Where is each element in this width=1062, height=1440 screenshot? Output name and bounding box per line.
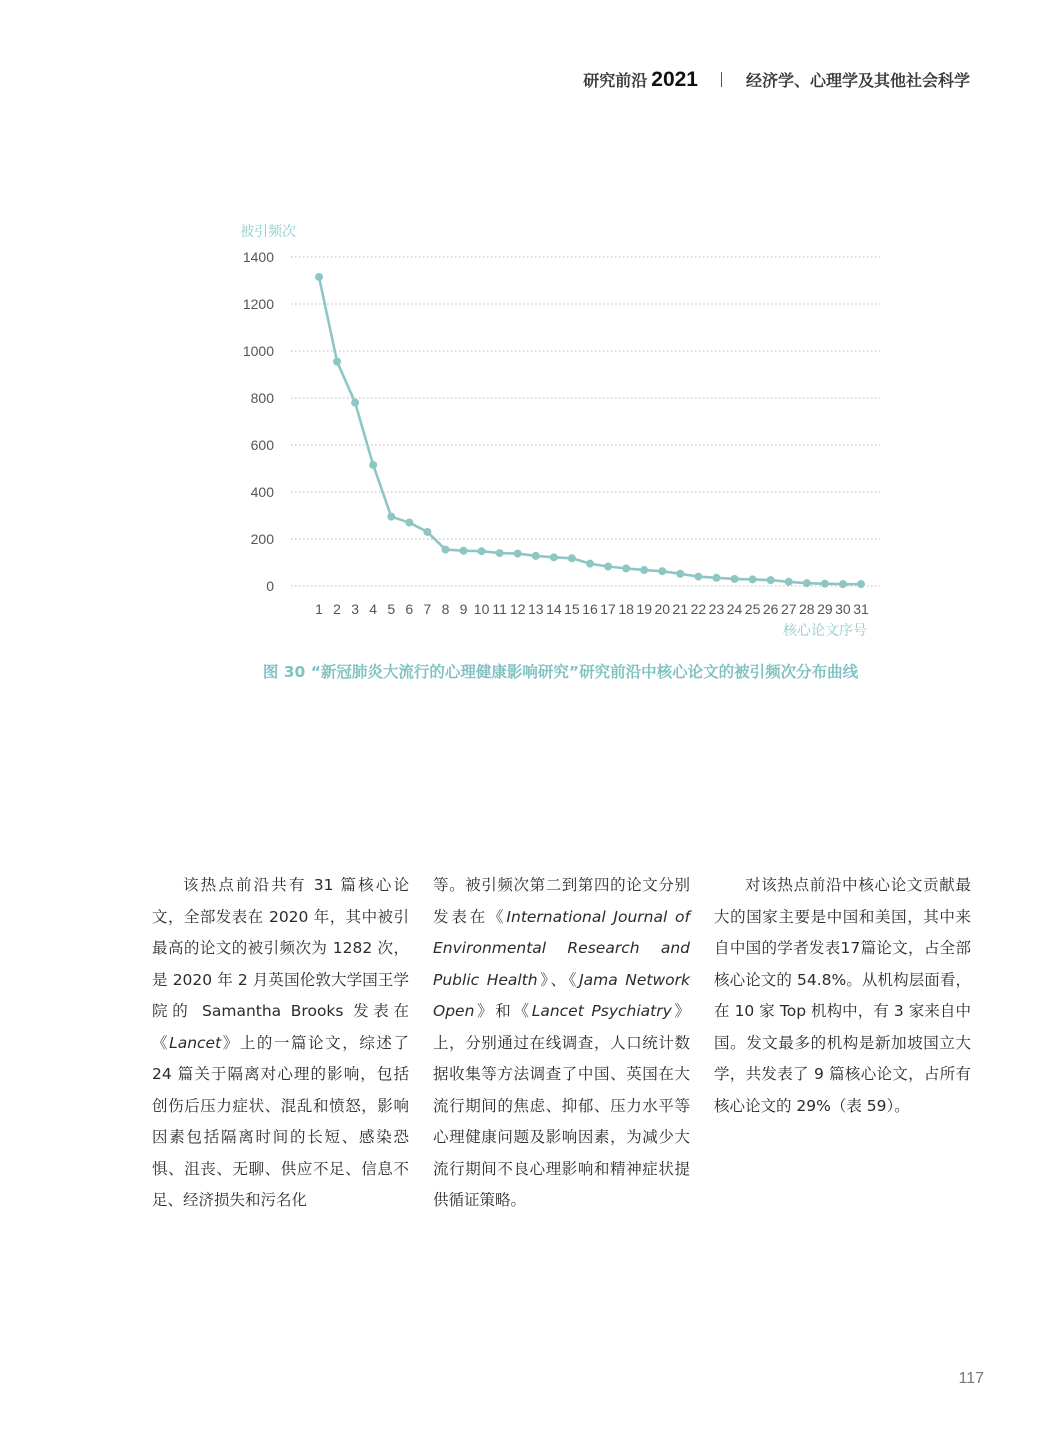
- x-tick-label: 9: [459, 601, 468, 617]
- chart-gridlines: [291, 257, 880, 586]
- y-tick-label: 800: [250, 390, 274, 406]
- data-point: [532, 552, 540, 560]
- x-tick-label: 31: [853, 601, 869, 617]
- data-point: [514, 550, 522, 558]
- x-tick-label: 7: [423, 601, 432, 617]
- paragraph-2-text-c: 》和《: [474, 1002, 532, 1020]
- y-axis-ticks: [243, 249, 274, 594]
- data-point: [731, 575, 739, 583]
- data-point: [676, 570, 684, 578]
- y-tick-label: 400: [250, 484, 274, 500]
- header-divider: [721, 72, 722, 87]
- data-point: [423, 528, 431, 536]
- data-point: [496, 549, 504, 557]
- data-point: [351, 399, 359, 407]
- x-tick-label: 26: [762, 601, 779, 617]
- data-point: [550, 553, 558, 561]
- citation-distribution-chart: [0, 210, 1062, 650]
- data-point: [604, 562, 612, 570]
- x-tick-label: 10: [473, 601, 490, 617]
- text-column-3: [714, 870, 971, 1122]
- data-point: [333, 358, 341, 366]
- x-tick-label: 30: [835, 601, 851, 617]
- journal-name-ijerph: International Journal of Environmental Research and Public Health: [433, 907, 690, 989]
- y-tick-label: 600: [250, 437, 274, 453]
- data-point: [749, 575, 757, 583]
- x-tick-label: 25: [744, 601, 761, 617]
- x-tick-label: 8: [441, 601, 450, 617]
- paragraph-3: 对该热点前沿中核心论文贡献最大的国家主要是中国和美国，其中来自中国的学者发表17篇论文，占全部核心论文的 54.8%。从机构层面看，在 10 家 Top 机构中，有 3 家来自中国。发文最多的机构是新加坡国立大学，共发表了 9 篇核心论文，占所有核心论文的 29%（表 59）。: [714, 876, 971, 1115]
- data-point: [712, 574, 720, 582]
- figure-caption: 图 30 “新冠肺炎大流行的心理健康影响研究”研究前沿中核心论文的被引频次分布曲线: [262, 663, 859, 681]
- data-point: [369, 461, 377, 469]
- y-tick-label: 0: [266, 578, 274, 594]
- data-point: [640, 566, 648, 574]
- x-tick-label: 18: [618, 601, 634, 617]
- x-tick-label: 24: [726, 601, 743, 617]
- y-axis-label: 被引频次: [240, 224, 296, 240]
- section-title: 经济学、心理学及其他社会科学: [745, 70, 970, 90]
- x-axis-label: 核心论文序号: [783, 623, 867, 639]
- chart-series: [315, 273, 865, 588]
- x-tick-label: 11: [492, 601, 507, 617]
- data-point: [839, 580, 847, 588]
- data-point: [568, 554, 576, 562]
- data-point: [387, 513, 395, 521]
- x-tick-label: 15: [564, 601, 580, 617]
- text-column-1: [152, 870, 409, 1217]
- x-tick-label: 29: [817, 601, 833, 617]
- paragraph-1-text-b: 》上的一篇论文，综述了 24 篇关于隔离对心理的影响，包括创伤后压力症状、混乱和愤怒，影响因素包括隔离时间的长短、感染恐惧、沮丧、无聊、供应不足、信息不足、经济损失和污名化: [152, 1033, 409, 1209]
- x-tick-label: 14: [546, 601, 562, 617]
- report-year: 2021: [651, 68, 698, 91]
- data-point: [658, 567, 666, 575]
- x-tick-label: 1: [315, 601, 323, 617]
- x-tick-label: 6: [405, 601, 414, 617]
- x-tick-label: 17: [600, 601, 616, 617]
- x-tick-label: 3: [351, 601, 360, 617]
- journal-name-lancet-psychiatry: Lancet Psychiatry: [531, 1002, 672, 1020]
- data-point: [586, 560, 594, 568]
- paragraph-1: [152, 870, 409, 1217]
- y-tick-label: 1000: [242, 343, 274, 359]
- x-tick-label: 12: [509, 601, 526, 617]
- y-tick-label: 200: [250, 531, 274, 547]
- data-point: [315, 273, 323, 281]
- x-axis-ticks: [315, 601, 869, 617]
- paragraph-2-text-b: 》、《: [537, 970, 580, 989]
- x-tick-label: 2: [333, 601, 341, 617]
- series-line: [319, 277, 861, 584]
- chart-canvas: [0, 210, 1062, 650]
- data-point: [785, 578, 793, 586]
- y-tick-label: 1200: [242, 296, 274, 312]
- page-number: 117: [958, 1370, 984, 1387]
- data-point: [460, 547, 468, 555]
- paragraph-2-text-a: 等。被引频次第二到第四的论文分别发表在《: [433, 876, 690, 926]
- x-tick-label: 20: [654, 601, 671, 617]
- y-tick-label: 1400: [242, 249, 274, 265]
- journal-name-jama-network-open: Jama Network Open: [433, 970, 691, 1020]
- x-tick-label: 4: [369, 601, 378, 617]
- x-tick-label: 16: [582, 601, 598, 617]
- data-point: [405, 519, 413, 527]
- x-tick-label: 22: [690, 601, 707, 617]
- text-column-2: [433, 870, 690, 1217]
- data-point: [694, 573, 702, 581]
- x-tick-label: 27: [780, 601, 797, 617]
- x-tick-label: 13: [528, 601, 544, 617]
- data-point: [767, 576, 775, 584]
- data-point: [622, 564, 630, 572]
- x-tick-label: 21: [672, 601, 689, 617]
- paragraph-2: [433, 870, 690, 1217]
- data-point: [803, 579, 811, 587]
- data-point: [821, 580, 829, 588]
- paragraph-2-text-d: 》上，分别通过在线调查，人口统计数据收集等方法调查了中国、英国在大流行期间的焦虑、抑郁、压力水平等心理健康问题及影响因素，为减少大流行期间不良心理影响和精神症状提供循证策略。: [433, 1002, 690, 1209]
- report-series-title: 研究前沿: [583, 70, 648, 90]
- x-tick-label: 19: [636, 601, 652, 617]
- x-tick-label: 5: [387, 601, 396, 617]
- x-tick-label: 28: [799, 601, 815, 617]
- page-header: [583, 64, 970, 94]
- data-point: [478, 547, 486, 555]
- data-point: [441, 546, 449, 554]
- data-point: [857, 580, 865, 588]
- x-tick-label: 23: [708, 601, 725, 617]
- journal-name-lancet: Lancet: [169, 1033, 222, 1052]
- paragraph-1-text-a: 该热点前沿共有 31 篇核心论文，全部发表在 2020 年，其中被引最高的论文的被引频次为 1282 次，是 2020 年 2 月英国伦敦大学国王学院的 Samantha Brooks 发表在《: [152, 876, 409, 1052]
